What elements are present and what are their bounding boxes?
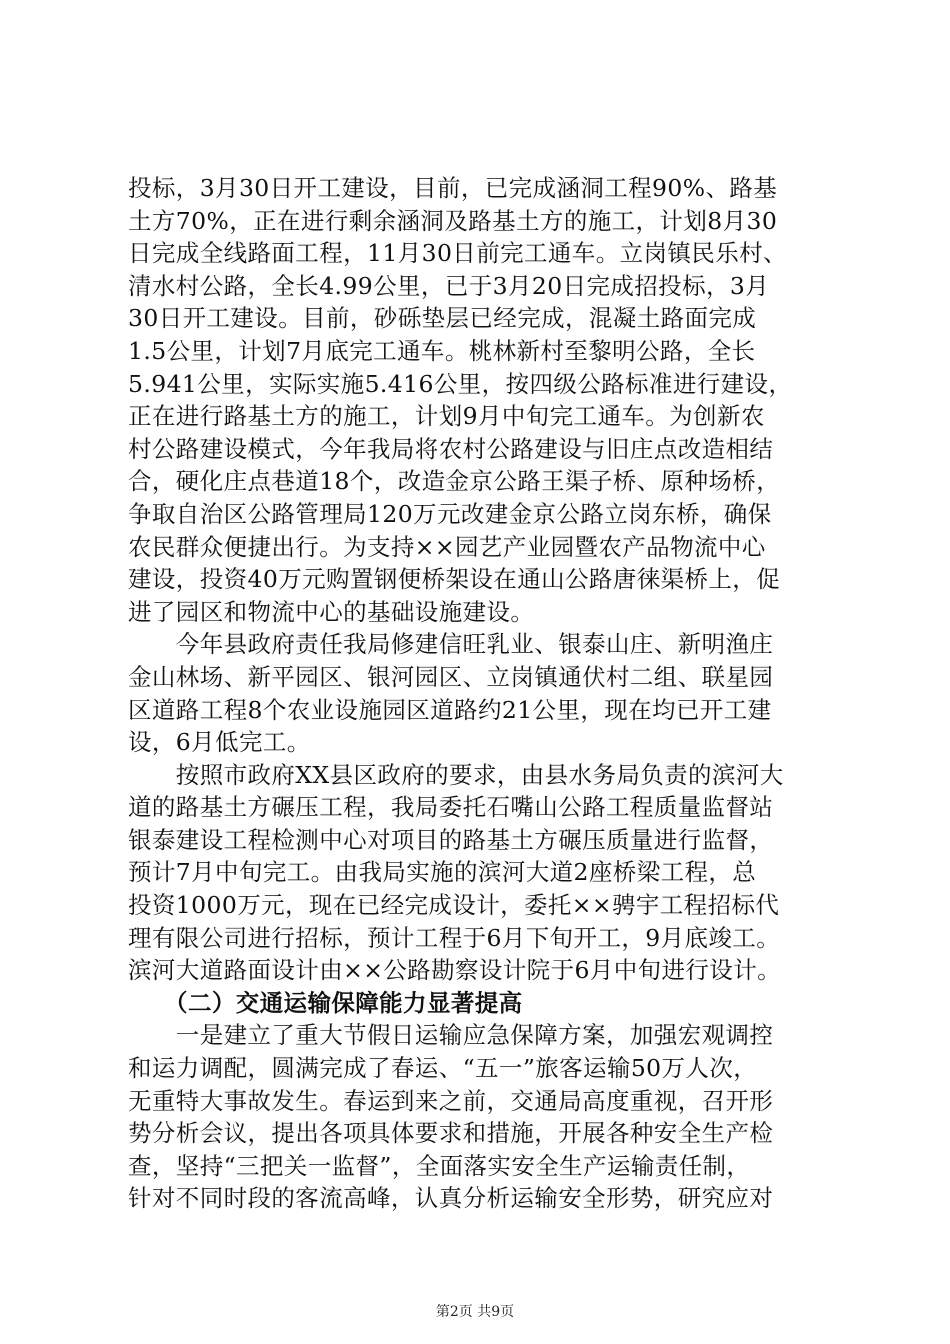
body-line: 针对不同时段的客流高峰，认真分析运输安全形势，研究应对 xyxy=(128,1184,774,1213)
body-line: 1.5公里，计划7月底完工通车。桃林新村至黎明公路，全长 xyxy=(128,336,756,365)
body-line: 势分析会议，提出各项具体要求和措施，开展各种安全生产检 xyxy=(128,1119,774,1148)
body-line: 5.941公里，实际实施5.416公里，按四级公路标准进行建设， xyxy=(128,369,793,398)
body-line: 和运力调配，圆满完成了春运、“五一”旅客运输50万人次， xyxy=(128,1054,758,1083)
body-line: 农民群众便捷出行。为支持××园艺产业园暨农产品物流中心 xyxy=(128,532,766,561)
body-line: 今年县政府责任我局修建信旺乳业、银泰山庄、新明渔庄 xyxy=(128,630,774,659)
page-number-footer: 第2页 共9页 xyxy=(435,1304,515,1320)
body-line: 按照市政府XX县区政府的要求，由县水务局负责的滨河大 xyxy=(128,760,784,789)
body-line: 村公路建设模式，今年我局将农村公路建设与旧庄点改造相结 xyxy=(128,434,774,463)
body-line: 争取自治区公路管理局120万元改建金京公路立岗东桥，确保 xyxy=(128,499,772,528)
body-line: 银泰建设工程检测中心对项目的路基土方碾压质量进行监督， xyxy=(128,825,774,854)
body-line: 清水村公路，全长4.99公里，已于3月20日完成招投标，3月 xyxy=(128,271,770,300)
body-line: 土方70%，正在进行剩余涵洞及路基土方的施工，计划8月30 xyxy=(128,206,778,235)
body-line: 滨河大道路面设计由××公路勘察设计院于6月中旬进行设计。 xyxy=(128,956,782,985)
body-line: 一是建立了重大节假日运输应急保障方案，加强宏观调控 xyxy=(128,1021,774,1050)
body-line: 投资1000万元，现在已经完成设计，委托××骋宇工程招标代 xyxy=(128,891,780,920)
body-line: 道的路基土方碾压工程，我局委托石嘴山公路工程质量监督站 xyxy=(128,793,774,822)
body-line: 投标，3月30日开工建设，目前，已完成涵洞工程90%、路基 xyxy=(128,174,778,202)
body-line: 日完成全线路面工程，11月30日前完工通车。立岗镇民乐村、 xyxy=(128,239,787,268)
body-line: 金山林场、新平园区、银河园区、立岗镇通伏村二组、联星园 xyxy=(128,662,774,691)
body-line: 无重特大事故发生。春运到来之前，交通局高度重视，召开形 xyxy=(128,1086,774,1115)
body-line: 建设，投资40万元购置钢便桥架设在通山公路唐徕渠桥上，促 xyxy=(128,565,781,594)
body-line: 30日开工建设。目前，砂砾垫层已经完成，混凝土路面完成 xyxy=(128,304,757,333)
document-body xyxy=(128,172,828,1215)
body-line: 合，硬化庄点巷道18个，改造金京公路王渠子桥、原种场桥， xyxy=(128,467,781,496)
body-line: 正在进行路基土方的施工，计划9月中旬完工通车。为创新农 xyxy=(128,402,765,431)
body-line: 理有限公司进行招标，预计工程于6月下旬开工，9月底竣工。 xyxy=(128,923,781,952)
body-line: 查，坚持“三把关一监督”，全面落实安全生产运输责任制， xyxy=(128,1151,751,1180)
section-heading: （二）交通运输保障能力显著提高 xyxy=(128,988,523,1017)
body-line: 区道路工程8个农业设施园区道路约21公里，现在均已开工建 xyxy=(128,695,772,724)
body-line: 进了园区和物流中心的基础设施建设。 xyxy=(128,597,535,626)
body-line: 设，6月低完工。 xyxy=(128,728,311,757)
body-line: 预计7月中旬完工。由我局实施的滨河大道2座桥梁工程，总 xyxy=(128,858,757,887)
